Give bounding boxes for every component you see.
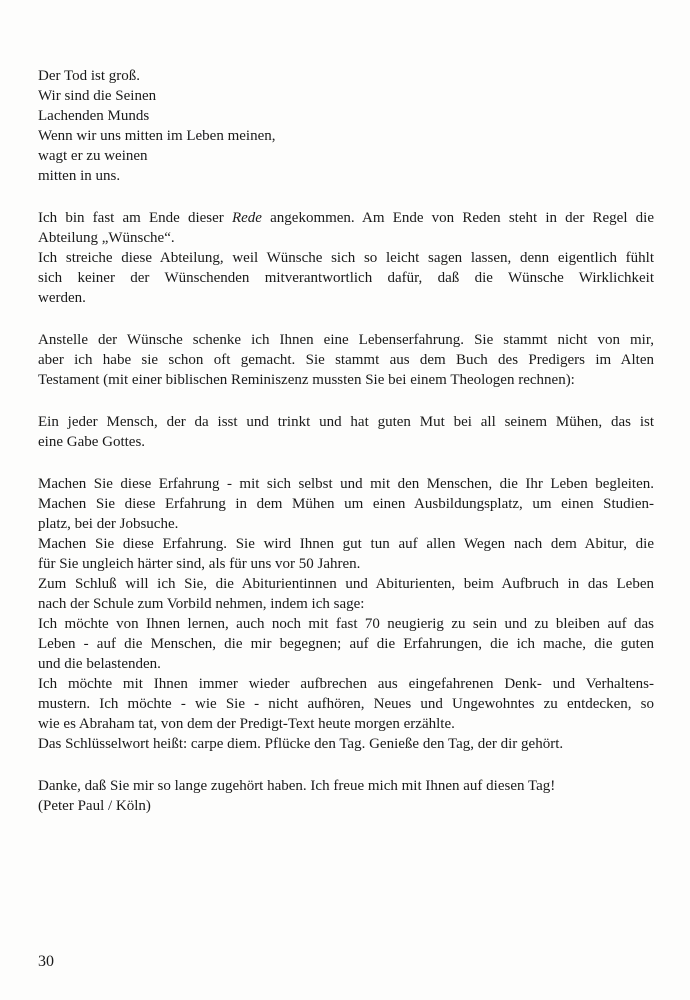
text-line [38, 534, 654, 554]
paragraph-machen-sie [38, 474, 654, 754]
text-line [38, 776, 654, 796]
text-segment: Abteilung „Wünsche“. [38, 230, 175, 246]
text-line [38, 494, 654, 514]
text-line [38, 796, 654, 816]
text-line [38, 228, 654, 248]
text-segment: für Sie ungleich härter sind, als für uns vor 50 Jahren. [38, 556, 361, 572]
text-line [38, 370, 654, 390]
text-segment: Der Tod ist groß. [38, 68, 140, 84]
text-segment: Wir sind die Seinen [38, 88, 157, 104]
text-segment: (Peter Paul / Köln) [38, 798, 151, 814]
text-line [38, 126, 654, 146]
text-line [38, 330, 654, 350]
text-segment: wie es Abraham tat, von dem der Predigt-Text heute morgen erzählte. [38, 716, 455, 732]
text-segment: aber ich habe sie schon oft gemacht. Sie stammt aus dem Buch des Predigers im Alten [38, 352, 654, 368]
text-line [38, 432, 654, 452]
page-number: 30 [38, 953, 54, 970]
text-line [38, 614, 654, 634]
text-segment: mitten in uns. [38, 168, 121, 184]
text-segment: Das Schlüsselwort heißt: carpe diem. Pflücke den Tag. Genieße den Tag, der dir gehört. [38, 736, 564, 752]
text-segment: Anstelle der Wünsche schenke ich Ihnen eine Lebenserfahrung. Sie stammt nicht von mir, [38, 332, 654, 348]
text-line [38, 268, 654, 288]
text-line [38, 634, 654, 654]
text-line [38, 574, 654, 594]
text-segment: Ein jeder Mensch, der da isst und trinkt und hat guten Mut bei all seinem Mühen, das ist [38, 414, 654, 430]
text-line [38, 654, 654, 674]
text-segment: Ich streiche diese Abteilung, weil Wünsche sich so leicht sagen lassen, denn eigentlich fühlt [38, 250, 654, 266]
text-segment: Danke, daß Sie mir so lange zugehört haben. Ich freue mich mit Ihnen auf diesen Tag! [38, 778, 556, 794]
text-segment: Lachenden Munds [38, 108, 150, 124]
text-line [38, 208, 654, 228]
text-segment: Ich möchte mit Ihnen immer wieder aufbrechen aus eingefahrenen Denk- und Verhaltens- [38, 676, 654, 692]
italic-text: Rede [231, 210, 262, 226]
text-segment: Leben - auf die Menschen, die mir begegnen; auf die Erfahrungen, die ich mache, die guten [38, 636, 654, 652]
text-line [38, 734, 654, 754]
text-segment: Machen Sie diese Erfahrung. Sie wird Ihnen gut tun auf allen Wegen nach dem Abitur, die [38, 536, 654, 552]
text-segment: Ich möchte von Ihnen lernen, auch noch mit fast 70 neugierig zu sein und zu bleiben auf das [38, 616, 654, 632]
text-line [38, 674, 654, 694]
paragraph-rede [38, 208, 654, 308]
text-line [38, 66, 654, 86]
text-segment: angekommen. Am Ende von Reden steht in der Regel die [261, 210, 654, 226]
text-line [38, 166, 654, 186]
text-segment: sich keiner der Wünschenden mitverantwortlich dafür, daß die Wünsche Wirklichkeit [38, 270, 654, 286]
text-line [38, 474, 654, 494]
text-line [38, 412, 654, 432]
text-line [38, 106, 654, 126]
paragraph-dank [38, 776, 654, 816]
text-segment: nach der Schule zum Vorbild nehmen, indem ich sage: [38, 596, 365, 612]
text-segment: Testament (mit einer biblischen Reminiszenz mussten Sie bei einem Theologen rechnen): [38, 372, 575, 388]
text-line [38, 594, 654, 614]
text-segment: platz, bei der Jobsuche. [38, 516, 179, 532]
text-line [38, 146, 654, 166]
text-line [38, 248, 654, 268]
poem-block [38, 66, 654, 186]
text-segment: Wenn wir uns mitten im Leben meinen, [38, 128, 276, 144]
text-line [38, 350, 654, 370]
text-segment: Ich bin fast am Ende dieser [38, 210, 232, 226]
text-segment: mustern. Ich möchte - wie Sie - nicht aufhören, Neues und Ungewohntes zu entdecken, so [38, 696, 654, 712]
text-line [38, 554, 654, 574]
text-line [38, 694, 654, 714]
text-segment: werden. [38, 290, 86, 306]
text-line [38, 288, 654, 308]
text-segment: Machen Sie diese Erfahrung in dem Mühen um einen Ausbildungsplatz, um einen Studien- [38, 496, 654, 512]
text-segment: Machen Sie diese Erfahrung - mit sich selbst und mit den Menschen, die Ihr Leben begleiten. [38, 476, 654, 492]
paragraph-zitat [38, 412, 654, 452]
paragraph-lebenserfahrung [38, 330, 654, 390]
document-text [38, 66, 654, 838]
text-segment: und die belastenden. [38, 656, 161, 672]
text-line [38, 714, 654, 734]
text-line [38, 86, 654, 106]
text-segment: Zum Schluß will ich Sie, die Abiturientinnen und Abiturienten, beim Aufbruch in das Leben [38, 576, 654, 592]
text-segment: wagt er zu weinen [38, 148, 148, 164]
text-segment: eine Gabe Gottes. [38, 434, 146, 450]
text-line [38, 514, 654, 534]
